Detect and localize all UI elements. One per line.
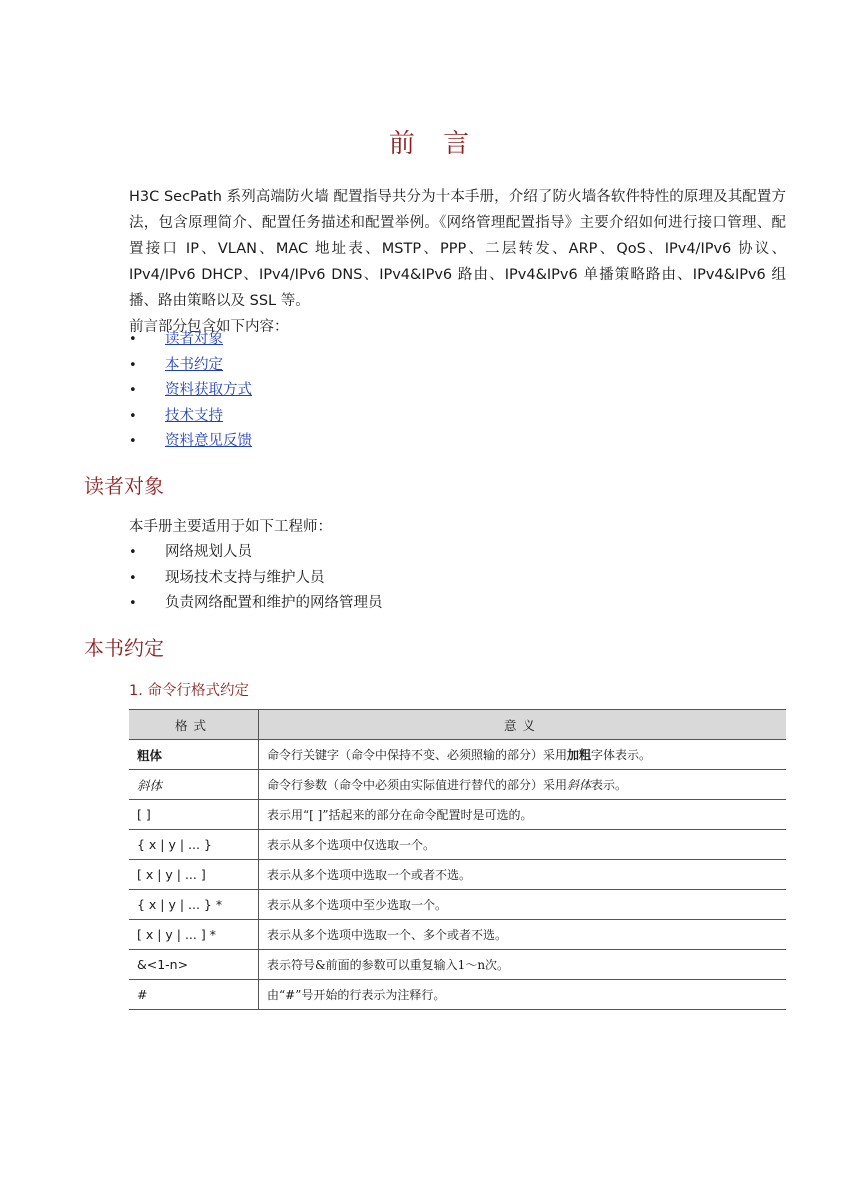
header-format: 格式 — [129, 710, 259, 740]
meaning-cell: 表示从多个选项中仅选取一个。 — [259, 830, 787, 860]
meaning-text: 表示。 — [591, 778, 628, 792]
list-item: • 现场技术支持与维护人员 — [129, 566, 383, 592]
meaning-text: 命令行参数（命令中必须由实际值进行替代的部分）采用 — [267, 778, 568, 792]
contents-lead: 前言部分包含如下内容： — [129, 319, 289, 335]
conventions-heading: 本书约定 — [84, 636, 164, 660]
format-cell: &<1-n> — [129, 950, 259, 980]
format-cell: { x | y | ... } — [129, 830, 259, 860]
table-row — [129, 800, 786, 830]
format-cell: [ ] — [129, 800, 259, 830]
list-item: • 网络规划人员 — [129, 540, 383, 566]
meaning-cell: 表示从多个选项中选取一个、多个或者不选。 — [259, 920, 787, 950]
meaning-emphasis: 加粗 — [567, 748, 592, 762]
table-row — [129, 920, 786, 950]
toc-link-docs[interactable]: 资料获取方式 — [165, 382, 252, 398]
toc-item — [129, 327, 252, 353]
format-cell: { x | y | ... } * — [129, 890, 259, 920]
intro-block — [129, 184, 786, 340]
format-table — [129, 709, 786, 1010]
meaning-cell — [259, 740, 787, 770]
toc-list — [129, 327, 252, 455]
readers-heading: 读者对象 — [84, 474, 164, 498]
toc-item — [129, 429, 252, 455]
format-cell: [ x | y | ... ] * — [129, 920, 259, 950]
meaning-emphasis: 斜体 — [567, 778, 592, 792]
table-row — [129, 830, 786, 860]
toc-item — [129, 404, 252, 430]
meaning-text: 命令行关键字（命令中保持不变、必须照输的部分）采用 — [267, 748, 568, 762]
table-row — [129, 860, 786, 890]
meaning-cell — [259, 770, 787, 800]
toc-link-support[interactable]: 技术支持 — [165, 407, 223, 424]
toc-item — [129, 378, 252, 404]
table-row — [129, 980, 786, 1010]
meaning-cell: 表示符号&前面的参数可以重复输入1～n次。 — [259, 950, 787, 980]
meaning-text: 字体表示。 — [591, 748, 652, 762]
meaning-cell: 表示用“[ ]”括起来的部分在命令配置时是可选的。 — [259, 800, 787, 830]
header-meaning: 意义 — [259, 710, 787, 740]
table-header-row — [129, 710, 786, 740]
toc-link-readers[interactable]: 读者对象 — [165, 331, 223, 347]
table-row — [129, 890, 786, 920]
page-title: 前 言 — [388, 129, 480, 159]
toc-item — [129, 353, 252, 379]
table-row — [129, 770, 786, 800]
toc-link-conventions[interactable]: 本书约定 — [165, 356, 223, 373]
table-row — [129, 950, 786, 980]
format-cell: 斜体 — [129, 770, 259, 800]
conventions-subheading: 1. 命令行格式约定 — [129, 683, 249, 699]
format-cell: # — [129, 980, 259, 1010]
meaning-cell: 表示从多个选项中选取一个或者不选。 — [259, 860, 787, 890]
format-cell: 粗体 — [129, 740, 259, 770]
intro-paragraph: H3C SecPath 系列高端防火墙 配置指导共分为十本手册，介绍了防火墙各软件特性的原理及其配置方法，包含原理简介、配置任务描述和配置举例。《网络管理配置指导》主要介绍如何进行接口管理、配置接口 IP、VLAN、MAC 地址表、MSTP、PPP、二层转发、ARP、QoS、IPv4/IPv6 协议、IPv4/IPv6 DHCP、IPv4/IPv6 DNS、IPv4&IPv6 路由、IPv4&IPv6 单播策略路由、IPv4&IPv6 组播、路由策略以及 SSL 等。 — [129, 189, 786, 309]
readers-lead: 本手册主要适用于如下工程师： — [129, 519, 332, 535]
toc-link-feedback[interactable]: 资料意见反馈 — [165, 433, 252, 449]
list-item: • 负责网络配置和维护的网络管理员 — [129, 591, 383, 617]
table-row — [129, 740, 786, 770]
readers-list — [129, 540, 383, 617]
meaning-cell: 表示从多个选项中至少选取一个。 — [259, 890, 787, 920]
meaning-cell: 由“#”号开始的行表示为注释行。 — [259, 980, 787, 1010]
format-cell: [ x | y | ... ] — [129, 860, 259, 890]
